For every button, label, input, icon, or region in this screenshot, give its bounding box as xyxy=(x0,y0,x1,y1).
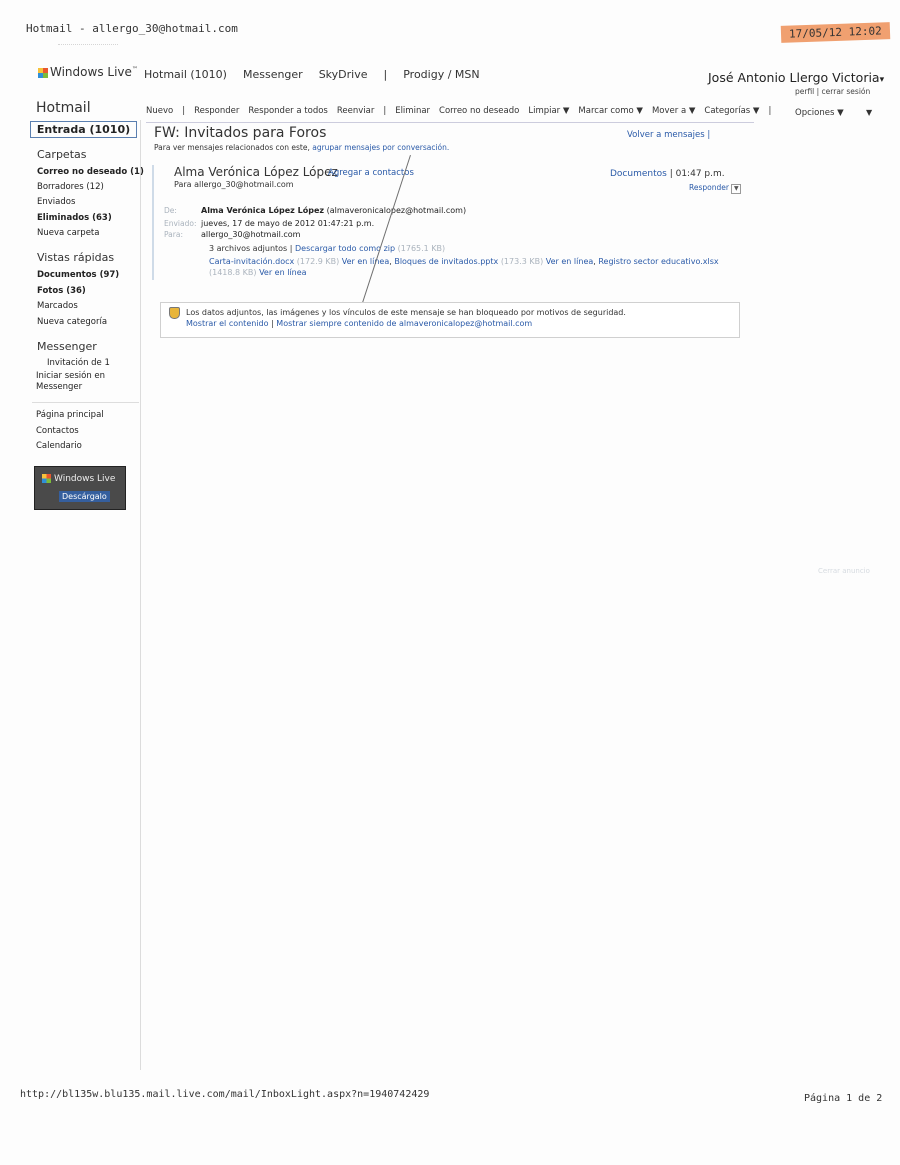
security-alert-actions xyxy=(186,319,532,328)
message-subject: FW: Invitados para Foros xyxy=(154,125,327,141)
new-folder-link[interactable]: Nueva carpeta xyxy=(37,228,100,238)
sent-label: Enviado: xyxy=(164,219,197,228)
chevron-down-icon[interactable]: ▼ xyxy=(731,184,741,194)
sidebar-divider xyxy=(140,120,141,1070)
nav-messenger[interactable]: Messenger xyxy=(242,68,303,81)
back-to-messages-link[interactable]: Volver a mensajes | xyxy=(627,130,711,140)
delete-button[interactable]: Eliminar xyxy=(395,106,431,116)
new-category-link[interactable]: Nueva categoría xyxy=(37,317,108,327)
meta-separator: | xyxy=(669,169,676,179)
folders-heading: Carpetas xyxy=(37,148,87,161)
junk-button[interactable]: Correo no deseado xyxy=(439,106,520,116)
view-online-link[interactable]: Ver en línea xyxy=(341,257,390,266)
actions-separator: | xyxy=(271,319,277,328)
to-label: Para: xyxy=(164,230,183,239)
sidebar-item-inbox[interactable]: Entrada (1010) xyxy=(30,121,137,138)
options-dropdown[interactable]: Opciones ▼ xyxy=(795,108,844,118)
download-zip-link[interactable]: Descargar todo como zip xyxy=(295,244,396,253)
sidebar-item-deleted[interactable]: Eliminados (63) xyxy=(37,213,112,223)
badge-title-text: Windows Live xyxy=(54,474,116,484)
from-email: (almaveronicalopez@hotmail.com) xyxy=(326,206,467,215)
sidebar-item-drafts[interactable]: Borradores (12) xyxy=(37,182,104,192)
messenger-invite-link[interactable]: Invitación de 1 xyxy=(47,358,110,368)
always-show-content-link[interactable]: Mostrar siempre contenido de almaveronicalopez@hotmail.com xyxy=(276,319,533,328)
home-link[interactable]: Página principal xyxy=(36,410,104,420)
attachments-count: 3 archivos adjuntos | xyxy=(209,244,293,253)
contacts-link[interactable]: Contactos xyxy=(36,426,79,436)
scan-artifact-line xyxy=(357,155,410,317)
print-page-number: Página 1 de 2 xyxy=(804,1093,883,1104)
nav-hotmail[interactable]: Hotmail (1010) xyxy=(144,68,227,81)
conversation-note-text: Para ver mensajes relacionados con este, xyxy=(154,143,310,152)
sent-value: jueves, 17 de mayo de 2012 01:47:21 p.m. xyxy=(201,219,375,228)
message-toolbar xyxy=(146,106,771,116)
folder-link[interactable]: Documentos xyxy=(610,169,667,179)
new-button[interactable]: Nuevo xyxy=(146,106,174,116)
move-to-dropdown[interactable]: Mover a ▼ xyxy=(651,106,696,116)
sidebar-item-flagged[interactable]: Marcados xyxy=(37,301,78,311)
attachment-size: (172.9 KB) xyxy=(296,257,340,266)
print-timestamp: 17/05/12 12:02 xyxy=(781,22,890,43)
windows-live-logo[interactable] xyxy=(38,65,138,79)
attachments-list-cont xyxy=(209,268,307,277)
sidebar-item-sent[interactable]: Enviados xyxy=(37,197,76,207)
user-menu[interactable] xyxy=(708,70,884,85)
top-navigation xyxy=(144,68,480,81)
quick-views-heading: Vistas rápidas xyxy=(37,251,115,264)
reply-button[interactable]: Responder xyxy=(194,106,240,116)
view-online-link[interactable]: Ver en línea xyxy=(259,268,307,277)
user-links[interactable]: perfil | cerrar sesión xyxy=(795,87,871,96)
message-time: 01:47 p.m. xyxy=(675,169,725,179)
nav-skydrive[interactable]: SkyDrive xyxy=(318,68,368,81)
section-title: Hotmail xyxy=(36,100,91,116)
to-value: allergo_30@hotmail.com xyxy=(201,230,301,239)
badge-title xyxy=(42,474,115,484)
trademark: ™ xyxy=(131,66,138,73)
show-content-link[interactable]: Mostrar el contenido xyxy=(186,319,269,328)
calendar-link[interactable]: Calendario xyxy=(36,441,82,451)
add-to-contacts-link[interactable]: Agregar a contactos xyxy=(328,168,414,178)
chevron-down-icon: ▾ xyxy=(879,75,885,85)
print-page-title: Hotmail - allergo_30@hotmail.com xyxy=(26,22,238,35)
sidebar-divider xyxy=(32,402,139,403)
nav-separator: | xyxy=(383,68,388,81)
shield-icon xyxy=(169,307,180,319)
security-alert-text: Los datos adjuntos, las imágenes y los vínculos de este mensaje se han bloqueado por motivos de seguridad. xyxy=(186,308,626,317)
windows-live-download-badge[interactable] xyxy=(34,466,126,510)
from-name: Alma Verónica López López xyxy=(201,206,325,215)
chevron-down-icon[interactable]: ▼ xyxy=(866,108,873,117)
attachments-summary xyxy=(209,244,445,253)
print-url: http://bl135w.blu135.mail.live.com/mail/InboxLight.aspx?n=1940742429 xyxy=(20,1089,430,1100)
messenger-heading: Messenger xyxy=(37,340,97,353)
download-button[interactable]: Descárgalo xyxy=(59,491,110,502)
reply-all-button[interactable]: Responder a todos xyxy=(248,106,328,116)
group-conversation-link[interactable]: agrupar mensajes por conversación. xyxy=(312,143,450,152)
attachments-list: Carta-invitación.docx (172.9 KB) Ver en línea, Bloques de invitados.pptx (173.3 KB) Ver en línea, Registro sector educativo.xlsx xyxy=(209,257,719,266)
scan-smudge xyxy=(58,44,118,53)
toolbar-separator: | xyxy=(182,106,186,116)
toolbar-separator: | xyxy=(383,106,387,116)
toolbar-divider xyxy=(146,122,754,123)
messenger-signin-link[interactable]: Iniciar sesión en Messenger xyxy=(36,371,106,392)
mark-as-dropdown[interactable]: Marcar como ▼ xyxy=(578,106,643,116)
close-ad-link[interactable]: Cerrar anuncio xyxy=(818,567,870,575)
attachment-link[interactable]: Bloques de invitados.pptx xyxy=(394,257,499,266)
nav-prodigy-msn[interactable]: Prodigy / MSN xyxy=(403,68,480,81)
reply-menu[interactable] xyxy=(689,183,741,194)
forward-button[interactable]: Reenviar xyxy=(336,106,375,116)
windows-flag-icon xyxy=(38,68,48,78)
sidebar-item-photos[interactable]: Fotos (36) xyxy=(37,286,86,296)
reply-link[interactable]: Responder xyxy=(689,183,729,192)
view-online-link[interactable]: Ver en línea xyxy=(545,257,594,266)
security-alert xyxy=(160,302,740,338)
message-accent-bar xyxy=(152,165,154,280)
from-label: De: xyxy=(164,206,177,215)
attachment-link[interactable]: Registro sector educativo.xlsx xyxy=(598,257,719,266)
windows-flag-icon xyxy=(42,474,51,483)
attachment-link[interactable]: Carta-invitación.docx xyxy=(209,257,295,266)
logo-text: Windows Live xyxy=(50,65,132,79)
sender-name: Alma Verónica López López xyxy=(174,165,338,179)
sidebar-item-junk[interactable]: Correo no deseado (1) xyxy=(37,167,144,177)
conversation-note xyxy=(154,143,449,152)
sidebar-item-documents[interactable]: Documentos (97) xyxy=(37,270,120,280)
sweep-dropdown[interactable]: Limpiar ▼ xyxy=(528,106,570,116)
from-value xyxy=(201,206,466,215)
toolbar-separator: | xyxy=(768,106,772,116)
categories-dropdown[interactable]: Categorías ▼ xyxy=(704,106,760,116)
download-size: (1765.1 KB) xyxy=(397,244,446,253)
user-name: José Antonio Llergo Victoria xyxy=(708,70,880,85)
recipient-line: Para allergo_30@hotmail.com xyxy=(174,180,294,189)
attachment-size: (173.3 KB) xyxy=(500,257,544,266)
attachment-size: (1418.8 KB) xyxy=(209,268,257,277)
message-meta xyxy=(610,169,725,179)
